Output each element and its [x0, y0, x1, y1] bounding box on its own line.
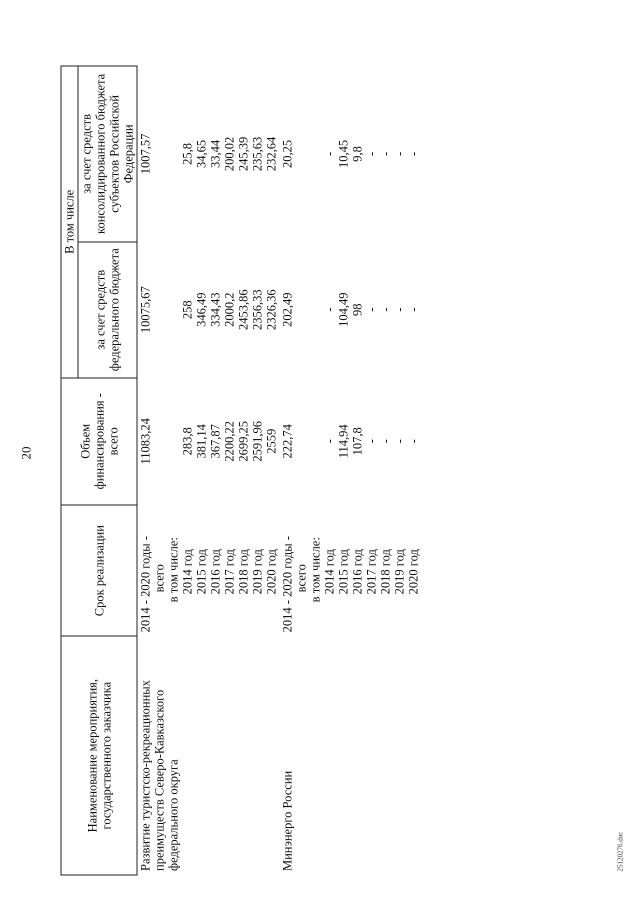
volume-value: -	[378, 438, 392, 443]
volume-value: -	[392, 438, 406, 443]
year-label: 2016 год	[350, 548, 364, 594]
spacer	[294, 70, 308, 238]
volume-value: -	[322, 438, 336, 443]
year-label: 2018 год	[378, 548, 392, 594]
spacer	[166, 245, 180, 373]
year-label: 2018 год	[236, 548, 250, 594]
regional-value: 245,39	[236, 136, 250, 171]
regional-value: 232,64	[264, 136, 278, 171]
year-label: 2017 год	[222, 548, 236, 594]
header-federal: за счет средств федерального бюджета	[78, 241, 137, 377]
spacer	[308, 381, 322, 500]
header-regional: за счет средств консолидированного бюджета субъектов Российской Федерации	[78, 66, 137, 242]
measure-name-line: Развитие туристско-рекреационных	[138, 679, 152, 871]
regional-value: 9,8	[350, 145, 364, 162]
term-line: в том числе:	[308, 536, 322, 602]
year-label: 2015 год	[194, 548, 208, 594]
measure-name-cell	[279, 636, 421, 875]
spacer	[308, 245, 322, 373]
year-label: 2014 год	[180, 548, 194, 594]
volume-value: 114,94	[336, 423, 350, 458]
volume-value: 2200,22	[222, 420, 236, 462]
term-cell	[137, 504, 280, 635]
federal-value: 104,49	[336, 292, 350, 327]
regional-value: 10,45	[336, 139, 350, 168]
year-label: 2019 год	[392, 548, 406, 594]
spacer	[308, 70, 322, 238]
volume-value: -	[364, 438, 378, 443]
regional-value: 200,02	[222, 136, 236, 171]
federal-value: 2453,86	[236, 288, 250, 330]
year-label: 2016 год	[208, 548, 222, 594]
regional-total: 20,25	[280, 139, 294, 168]
year-label: 2015 год	[336, 548, 350, 594]
federal-value: 98	[350, 302, 364, 316]
federal-value: -	[364, 307, 378, 312]
regional-value: -	[392, 151, 406, 156]
volume-value: 367,87	[208, 423, 222, 458]
regional-value: 34,65	[194, 139, 208, 168]
volume-value: 2591,96	[250, 420, 264, 462]
year-label: 2020 год	[264, 548, 278, 594]
document-filename: 25120276.doc	[616, 831, 624, 871]
spacer	[294, 245, 308, 373]
federal-value: 346,49	[194, 292, 208, 327]
volume-value: 381,14	[194, 423, 208, 458]
regional-value: -	[406, 151, 420, 156]
federal-total: 10075,67	[138, 285, 152, 333]
federal-value: 258	[180, 299, 194, 319]
regional-value: -	[322, 151, 336, 156]
year-label: 2017 год	[364, 548, 378, 594]
regional-value: -	[364, 151, 378, 156]
term-cell	[279, 504, 421, 635]
term-line: 2014 - 2020 годы -	[280, 535, 294, 632]
federal-value: 2000,2	[222, 292, 236, 327]
spacer	[294, 381, 308, 500]
header-volume: Объем финансирования - всего	[61, 377, 137, 504]
spacer	[166, 381, 180, 500]
year-label: 2019 год	[250, 548, 264, 594]
spacer	[152, 245, 166, 373]
spacer	[166, 70, 180, 238]
volume-cell	[279, 377, 421, 504]
federal-value: 334,43	[208, 292, 222, 327]
regional-cell	[279, 66, 421, 242]
federal-value: -	[406, 307, 420, 312]
year-label: 2014 год	[322, 548, 336, 594]
measure-name-line: федерального округа	[166, 758, 180, 871]
spacer	[152, 70, 166, 238]
volume-value: 283,8	[180, 426, 194, 455]
year-label: 2020 год	[406, 548, 420, 594]
regional-value: 33,44	[208, 139, 222, 168]
term-line: всего	[152, 563, 166, 592]
federal-value: -	[378, 307, 392, 312]
volume-value: 2559	[264, 428, 278, 454]
financing-table	[60, 65, 421, 875]
term-line: в том числе:	[166, 536, 180, 602]
volume-value: 2699,25	[236, 420, 250, 462]
regional-value: 25,8	[180, 142, 194, 165]
volume-total: 11083,24	[138, 417, 152, 464]
federal-value: 2356,33	[250, 288, 264, 330]
federal-value: 2326,36	[264, 288, 278, 330]
header-name: Наименование мероприятия, государственного заказчика	[61, 636, 137, 875]
federal-value: -	[392, 307, 406, 312]
table-row	[279, 66, 421, 875]
measure-name-line: преимуществ Северо-Кавказского	[152, 689, 166, 871]
federal-cell	[137, 241, 280, 377]
regional-total: 1007,57	[138, 133, 152, 174]
federal-cell	[279, 241, 421, 377]
regional-value: -	[378, 151, 392, 156]
header-including: В том числе	[61, 66, 78, 378]
header-term: Срок реализации	[61, 504, 137, 635]
federal-value: -	[322, 307, 336, 312]
volume-cell	[137, 377, 280, 504]
measure-name-cell	[137, 636, 280, 875]
volume-value: 107,8	[350, 426, 364, 455]
term-line: всего	[294, 563, 308, 592]
table-row	[137, 66, 280, 875]
regional-value: 235,63	[250, 136, 264, 171]
term-line: 2014 - 2020 годы -	[138, 535, 152, 632]
measure-name-line: Минэнерго России	[280, 770, 294, 871]
volume-total: 222,74	[280, 423, 294, 458]
federal-total: 202,49	[280, 292, 294, 327]
regional-cell	[137, 66, 280, 242]
page-number: 20	[18, 446, 33, 459]
spacer	[152, 381, 166, 500]
volume-value: -	[406, 438, 420, 443]
